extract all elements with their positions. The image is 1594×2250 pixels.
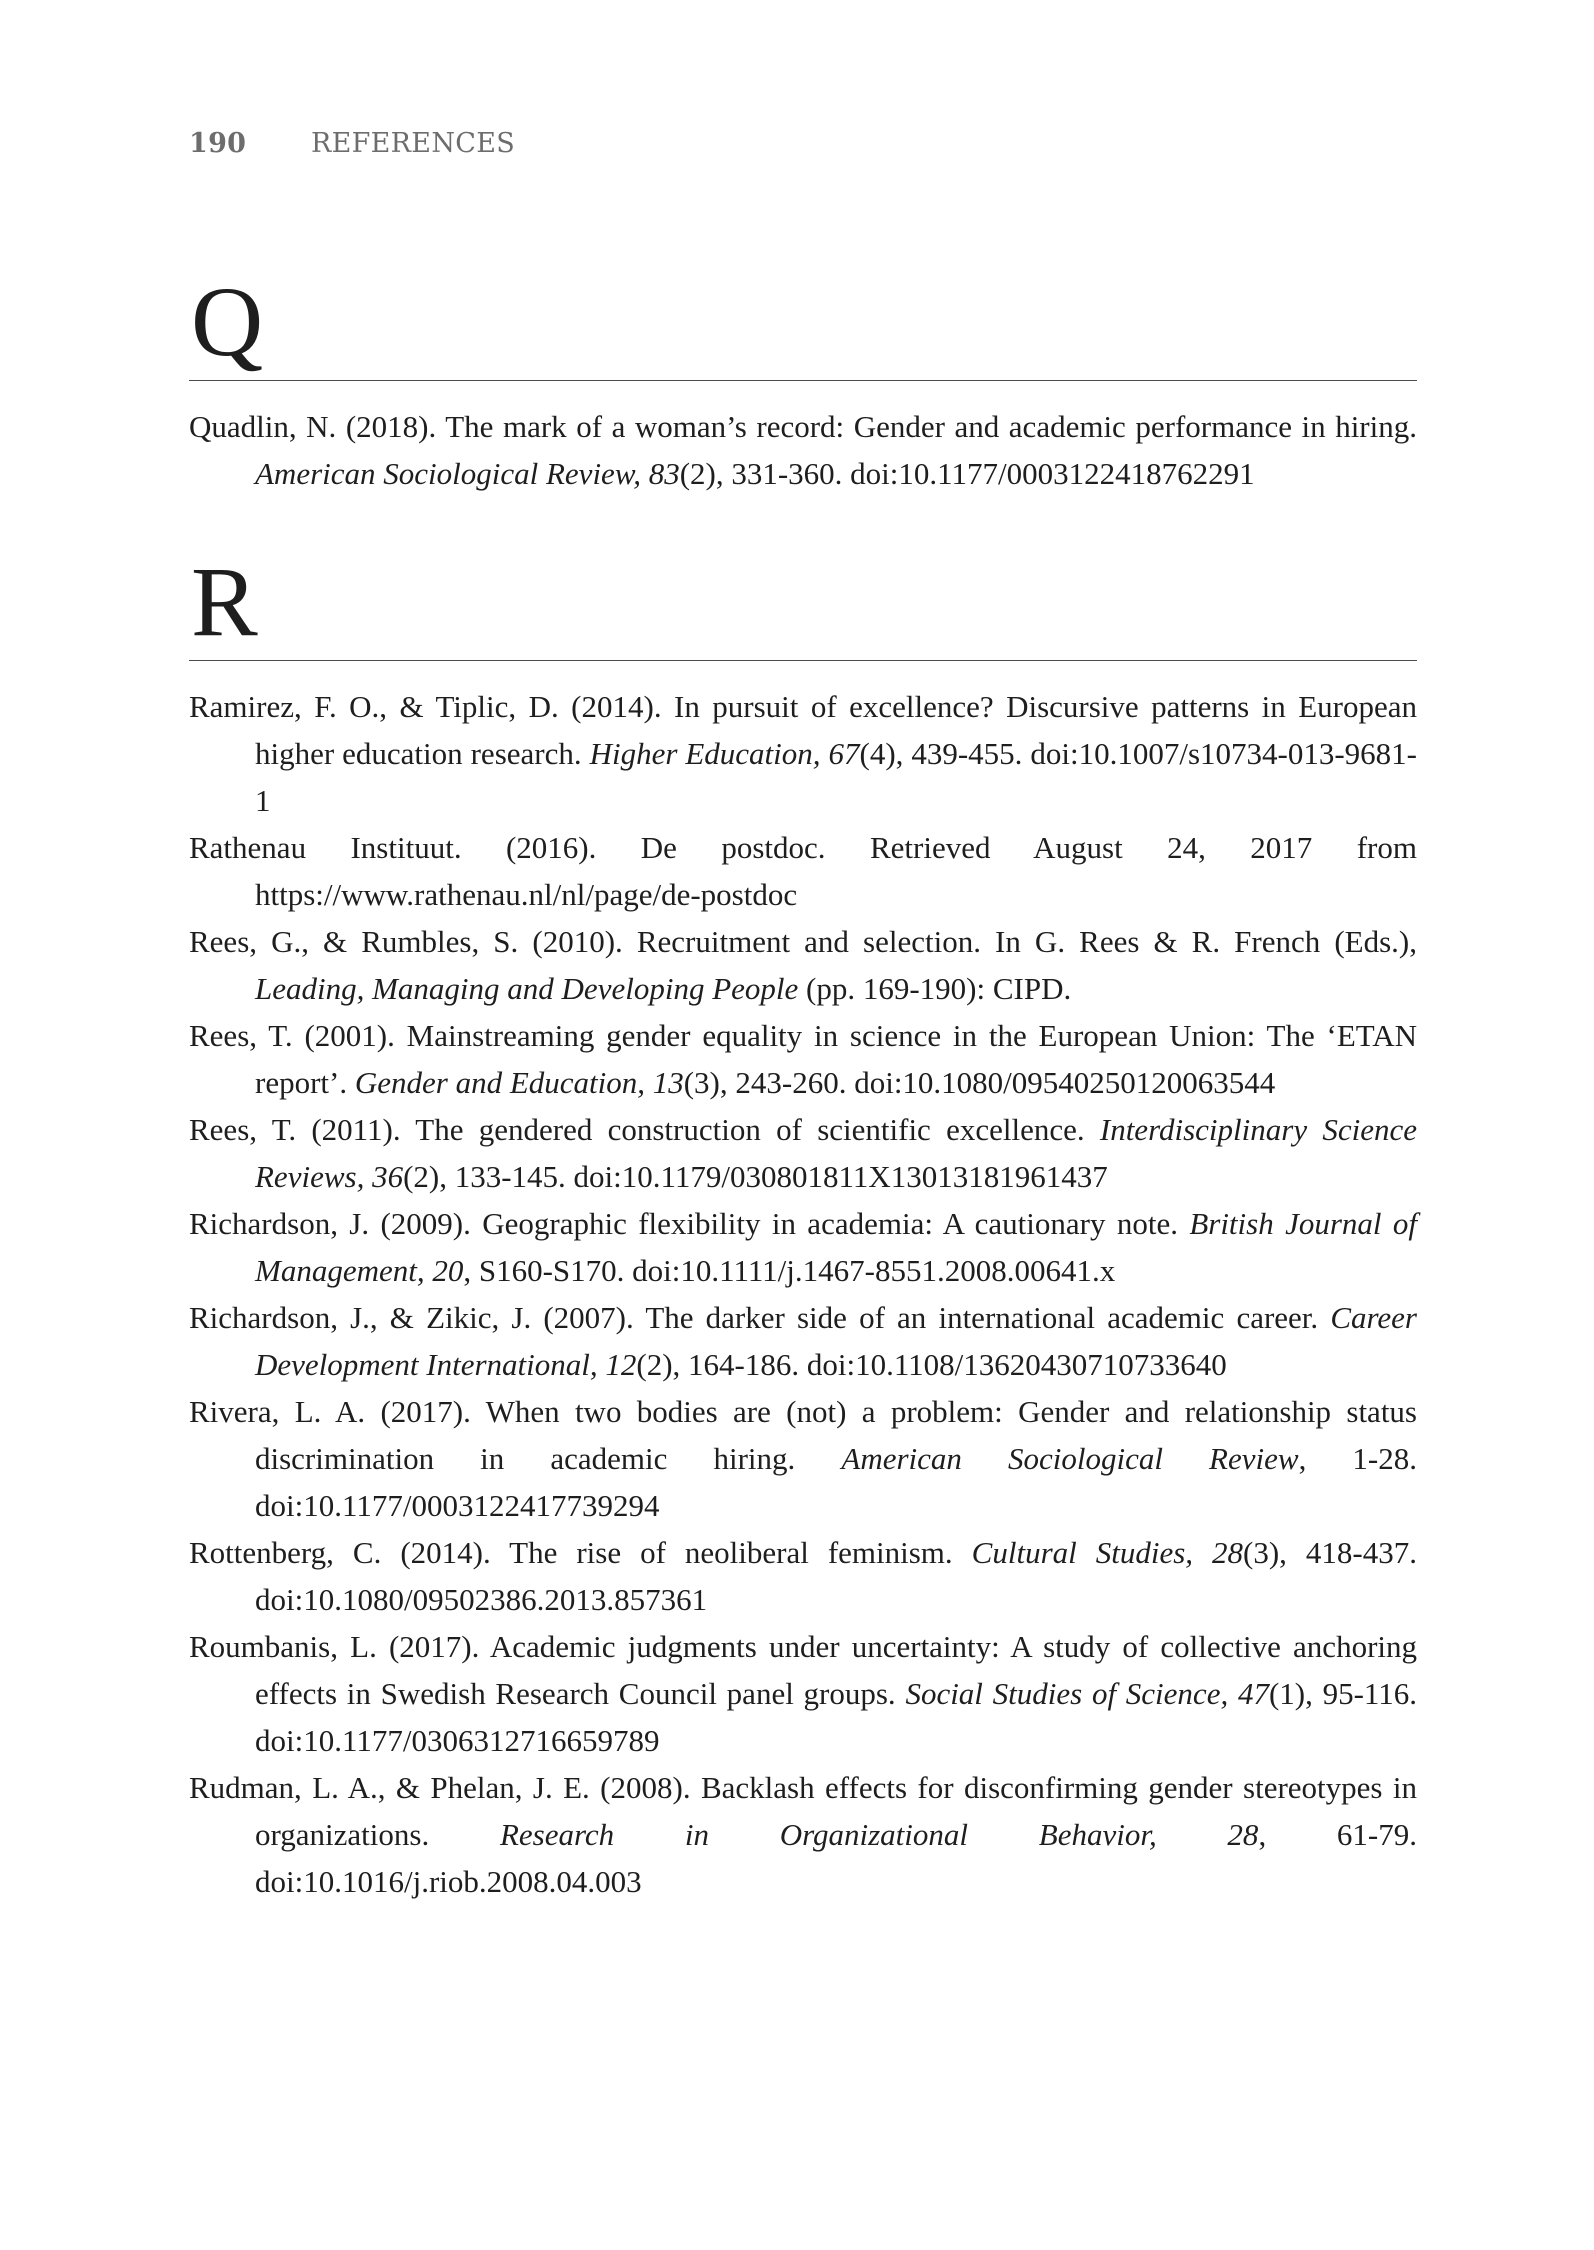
reference-entry [189,1623,1417,1764]
section-letter-q: Q [191,266,264,377]
reference-text: Rees, T. (2001). Mainstreaming gender equality in science in the European Union: The ‘ETAN report’. [189,1018,1417,1100]
references-content [189,266,1418,1905]
running-header [189,128,515,159]
section-divider-r [189,660,1417,661]
reference-entry [189,918,1417,1012]
reference-details: , S160-S170. doi:10.1111/j.1467-8551.2008.00641.x [463,1253,1116,1288]
reference-journal: Higher Education, 67 [589,736,860,771]
reference-text: Rivera, L. A. (2017). When two bodies are (not) a problem: Gender and relationship status discrimination in academic hiring. [189,1394,1417,1476]
running-title: REFERENCES [311,128,516,159]
reference-list-q [189,403,1417,497]
reference-journal: Leading, Managing and Developing People [255,971,799,1006]
reference-list-r [189,683,1417,1905]
reference-journal: Social Studies of Science, 47 [905,1676,1269,1711]
reference-journal: Interdisciplinary Science Reviews, 36 [255,1112,1417,1194]
reference-journal: Research in Organizational Behavior, 28 [499,1817,1259,1852]
reference-entry [189,1764,1417,1905]
reference-entry [189,403,1417,497]
reference-details: (2), 164-186. doi:10.1108/13620430710733640 [636,1347,1227,1382]
reference-journal: Gender and Education, 13 [354,1065,684,1100]
reference-entry [189,1294,1417,1388]
reference-details: (2), 133-145. doi:10.1179/030801811X13013181961437 [403,1159,1108,1194]
reference-journal: Career Development International, 12 [255,1300,1417,1382]
reference-entry [189,1529,1417,1623]
reference-details: (1), 95-116. doi:10.1177/0306312716659789 [255,1676,1418,1758]
reference-details: (2), 331-360. doi:10.1177/0003122418762291 [679,456,1255,491]
reference-details: (4), 439-455. doi:10.1007/s10734-013-9681-1 [255,736,1418,818]
reference-entry [189,824,1417,918]
reference-details: (3), 243-260. doi:10.1080/09540250120063544 [683,1065,1276,1100]
reference-text: Rottenberg, C. (2014). The rise of neoliberal feminism. [189,1535,972,1570]
reference-details: (3), 418-437. doi:10.1080/09502386.2013.857361 [255,1535,1417,1617]
reference-details: , 1-28. doi:10.1177/0003122417739294 [255,1441,1417,1523]
reference-journal: British Journal of Management, 20 [255,1206,1417,1288]
reference-journal: American Sociological Review [841,1441,1299,1476]
reference-journal: American Sociological Review, 83 [255,456,680,491]
reference-journal: Cultural Studies, 28 [971,1535,1244,1570]
section-r [189,546,1418,1905]
reference-text: Rudman, L. A., & Phelan, J. E. (2008). Backlash effects for disconfirming gender stereotypes in organizations. [189,1770,1417,1852]
reference-entry [189,683,1417,824]
reference-entry [189,1388,1417,1529]
section-q [189,266,1417,497]
reference-text: Rees, G., & Rumbles, S. (2010). Recruitment and selection. In G. Rees & R. French (Eds.), [189,924,1417,959]
section-spacer [189,497,1417,552]
reference-text: Rees, T. (2011). The gendered construction of scientific excellence. [189,1112,1100,1147]
reference-text: Richardson, J. (2009). Geographic flexibility in academia: A cautionary note. [189,1206,1190,1241]
reference-text: Ramirez, F. O., & Tiplic, D. (2014). In pursuit of excellence? Discursive patterns in European higher education research. [189,689,1417,771]
reference-text: Rathenau Instituut. (2016). De postdoc. Retrieved August 24, 2017 from https://www.rathenau.nl/nl/page/de-postdoc [189,830,1417,912]
reference-entry [189,1012,1417,1106]
reference-entry [189,1200,1417,1294]
section-letter-r: R [191,546,258,657]
reference-text: Roumbanis, L. (2017). Academic judgments under uncertainty: A study of collective anchoring effects in Swedish Research Council panel groups. [189,1629,1417,1711]
reference-text: Richardson, J., & Zikic, J. (2007). The darker side of an international academic career. [189,1300,1331,1335]
reference-details: (pp. 169-190): CIPD. [798,971,1072,1006]
reference-details: , 61-79. doi:10.1016/j.riob.2008.04.003 [255,1817,1417,1899]
section-divider-q [189,380,1417,381]
page-number: 190 [189,128,247,159]
reference-text: Quadlin, N. (2018). The mark of a woman’s record: Gender and academic performance in hiring. [189,409,1417,444]
reference-entry [189,1106,1417,1200]
